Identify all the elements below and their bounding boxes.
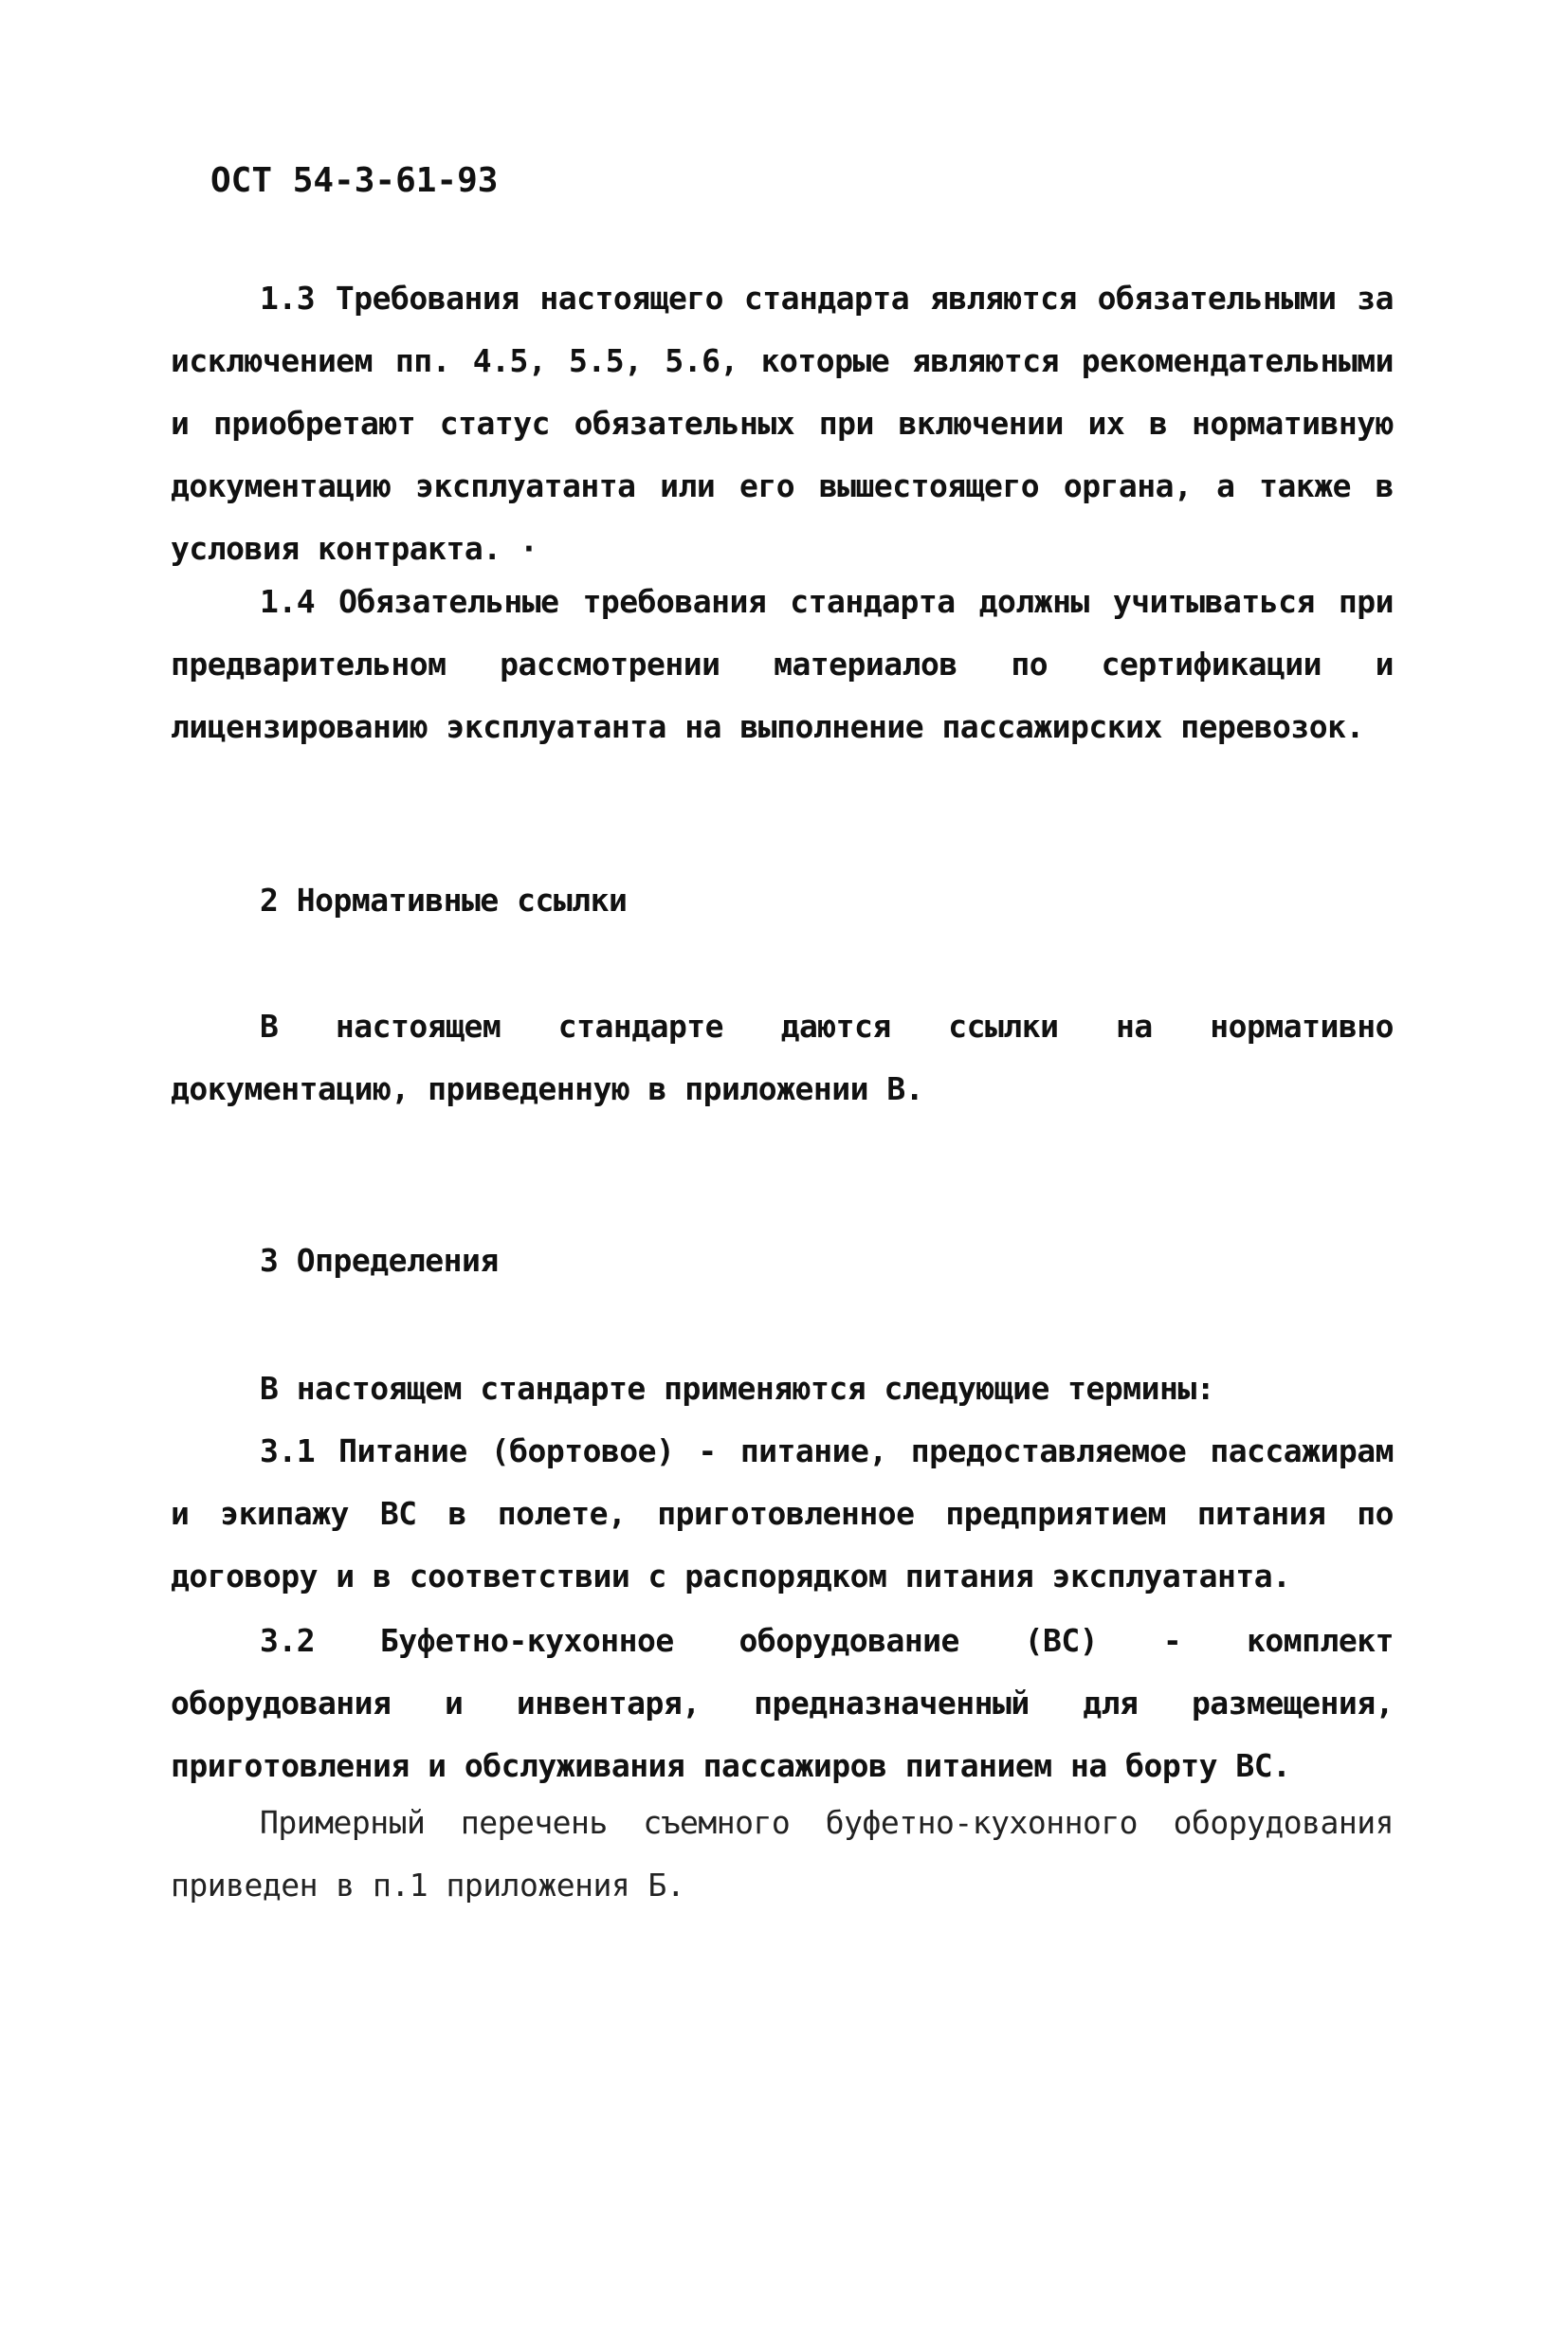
paragraph-1-3: 1.3 Требования настоящего стандарта являются обязательными за исключением пп. 4.5, 5.5, 5.6, которые являются рекомендательными и приобретают статус обязательных при включении их в нормативную документацию эксплуатанта или его вышестоящего органа, а также в условия контракта. · bbox=[171, 280, 1394, 567]
section-heading-3: 3 Определения bbox=[260, 1242, 499, 1279]
paragraph-3-2: 3.2 Буфетно-кухонное оборудование (ВС) - комплект оборудования и инвентаря, предназначенный для размещения, приготовления и обслуживания пассажиров питанием на борту ВС. bbox=[171, 1622, 1394, 1784]
paragraph-3-2-note: Примерный перечень съемного буфетно-кухонного оборудования приведен в п.1 приложения Б. bbox=[171, 1804, 1394, 1904]
paragraph-1-4: 1.4 Обязательные требования стандарта должны учитываться при предварительном рассмотрении материалов по сертификации и лицензированию эксплуатанта на выполнение пассажирских перевозок. bbox=[171, 583, 1394, 745]
paragraph-2: В настоящем стандарте даются ссылки на нормативно документацию, приведенную в приложении В. bbox=[171, 1008, 1394, 1107]
paragraph-3-intro: В настоящем стандарте применяются следующие термины: bbox=[260, 1370, 1215, 1407]
paragraph-3-1: 3.1 Питание (бортовое) - питание, предоставляемое пассажирам и экипажу ВС в полете, приготовленное предприятием питания по договору и в соответствии с распорядком питания эксплуатанта. bbox=[171, 1432, 1394, 1595]
section-heading-2: 2 Нормативные ссылки bbox=[260, 882, 628, 919]
document-code-header: ОСТ 54-3-61-93 bbox=[210, 161, 499, 200]
